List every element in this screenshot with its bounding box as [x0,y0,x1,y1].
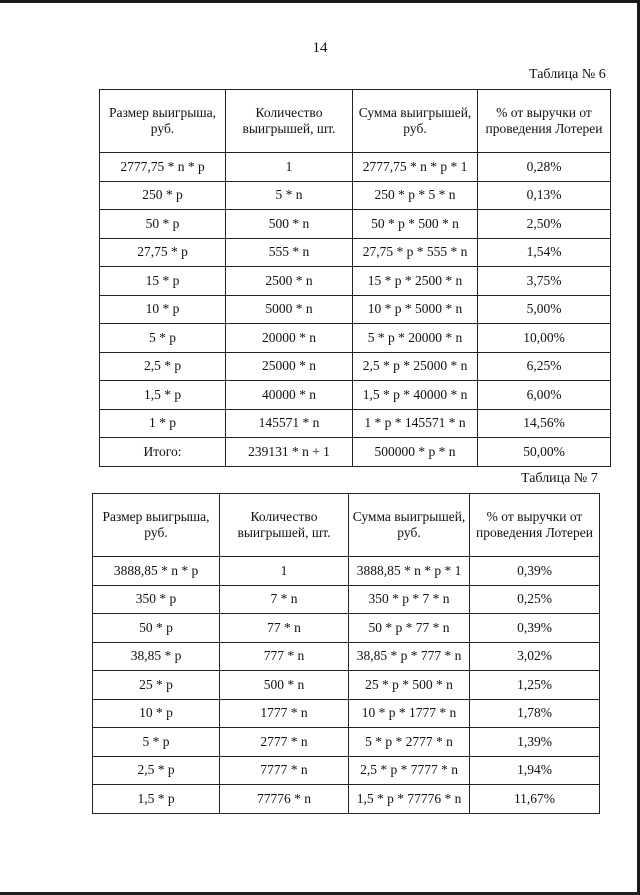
table-cell: 1,5 * p [100,381,226,410]
scan-edge-top [0,0,640,3]
table-cell: 1 [226,153,353,182]
table-row [100,324,611,353]
table-cell: 1777 * n [220,699,349,728]
table-cell: 0,25% [470,585,600,614]
table-cell: 555 * n [226,238,353,267]
table-cell: 350 * p * 7 * n [349,585,470,614]
table-cell: 6,25% [478,352,611,381]
table-cell: 7777 * n [220,756,349,785]
table-cell: Итого: [100,438,226,467]
table-cell: 500 * n [220,671,349,700]
table-cell: 1 * p * 145571 * n [353,409,478,438]
table-cell: 10 * p [100,295,226,324]
table-cell: 3888,85 * n * p [93,557,220,586]
table-cell: 2777 * n [220,728,349,757]
table-cell: 1,5 * p [93,785,220,814]
table-cell: 15 * p * 2500 * n [353,267,478,296]
header-cell: Количество выигрышей, шт. [220,494,349,557]
table-6 [99,89,611,467]
table-7-caption: Таблица № 7 [521,471,598,486]
table-cell: 38,85 * p * 777 * n [349,642,470,671]
header-cell: Сумма выигрышей, руб. [349,494,470,557]
table-row [100,381,611,410]
table-cell: 3,02% [470,642,600,671]
table-cell: 77 * n [220,614,349,643]
header-cell: % от выручки от проведения Лотереи [478,90,611,153]
header-cell: Количество выигрышей, шт. [226,90,353,153]
header-cell: Размер выигрыша, руб. [93,494,220,557]
table-7 [92,493,600,814]
table-cell: 1,54% [478,238,611,267]
table-cell: 0,39% [470,557,600,586]
table-row [100,238,611,267]
table-cell: 500 * n [226,210,353,239]
table-cell: 15 * p [100,267,226,296]
table-cell: 77776 * n [220,785,349,814]
table-cell: 20000 * n [226,324,353,353]
table-cell: 2,5 * p * 7777 * n [349,756,470,785]
table-cell: 239131 * n + 1 [226,438,353,467]
table-cell: 1,25% [470,671,600,700]
table-cell: 1,78% [470,699,600,728]
table-cell: 1,5 * p * 77776 * n [349,785,470,814]
table-cell: 5 * p * 20000 * n [353,324,478,353]
table-cell: 25 * p [93,671,220,700]
table-cell: 1,39% [470,728,600,757]
table-row [93,785,600,814]
table-row [93,728,600,757]
table-cell: 50,00% [478,438,611,467]
page-number: 14 [312,40,328,56]
table-row [93,614,600,643]
table-row [100,438,611,467]
table-cell: 1,94% [470,756,600,785]
table-cell: 0,28% [478,153,611,182]
table-row [93,756,600,785]
table-6-caption: Таблица № 6 [529,67,606,82]
table-row [93,642,600,671]
table-cell: 5 * p [93,728,220,757]
table-cell: 25000 * n [226,352,353,381]
table-cell: 500000 * p * n [353,438,478,467]
table-cell: 50 * p [100,210,226,239]
table-cell: 2,5 * p [100,352,226,381]
table-cell: 250 * p [100,181,226,210]
table-row [93,699,600,728]
table-cell: 27,75 * p [100,238,226,267]
table-cell: 11,67% [470,785,600,814]
table-cell: 0,39% [470,614,600,643]
table-cell: 25 * p * 500 * n [349,671,470,700]
table-row [100,210,611,239]
table-cell: 2777,75 * n * p * 1 [353,153,478,182]
table-cell: 5000 * n [226,295,353,324]
table-row [100,153,611,182]
table-cell: 3888,85 * n * p * 1 [349,557,470,586]
table-row [100,267,611,296]
table-row [93,671,600,700]
table-cell: 350 * p [93,585,220,614]
table-cell: 40000 * n [226,381,353,410]
table-cell: 10 * p [93,699,220,728]
table-cell: 5 * n [226,181,353,210]
header-cell: % от выручки от проведения Лотереи [470,494,600,557]
table-row [100,409,611,438]
table-row [100,352,611,381]
table-cell: 1,5 * p * 40000 * n [353,381,478,410]
table-cell: 2,5 * p * 25000 * n [353,352,478,381]
table-cell: 145571 * n [226,409,353,438]
table-row [93,585,600,614]
table-cell: 2777,75 * n * p [100,153,226,182]
table-cell: 2500 * n [226,267,353,296]
table-cell: 7 * n [220,585,349,614]
table-cell: 5 * p [100,324,226,353]
table-row [100,295,611,324]
table-cell: 2,50% [478,210,611,239]
header-cell: Сумма выигрышей, руб. [353,90,478,153]
table-cell: 38,85 * p [93,642,220,671]
table-cell: 5,00% [478,295,611,324]
header-cell: Размер выигрыша, руб. [100,90,226,153]
table-cell: 1 [220,557,349,586]
table-cell: 1 * p [100,409,226,438]
table-cell: 10,00% [478,324,611,353]
table-cell: 777 * n [220,642,349,671]
table-cell: 50 * p * 500 * n [353,210,478,239]
table-row [100,181,611,210]
table-cell: 6,00% [478,381,611,410]
header-row [93,494,600,557]
table-cell: 14,56% [478,409,611,438]
table-cell: 10 * p * 5000 * n [353,295,478,324]
table-cell: 0,13% [478,181,611,210]
table-cell: 3,75% [478,267,611,296]
table-cell: 250 * p * 5 * n [353,181,478,210]
header-row [100,90,611,153]
table-row [93,557,600,586]
table-cell: 50 * p [93,614,220,643]
table-cell: 27,75 * p * 555 * n [353,238,478,267]
table-cell: 2,5 * p [93,756,220,785]
table-cell: 5 * p * 2777 * n [349,728,470,757]
table-cell: 50 * p * 77 * n [349,614,470,643]
table-cell: 10 * p * 1777 * n [349,699,470,728]
